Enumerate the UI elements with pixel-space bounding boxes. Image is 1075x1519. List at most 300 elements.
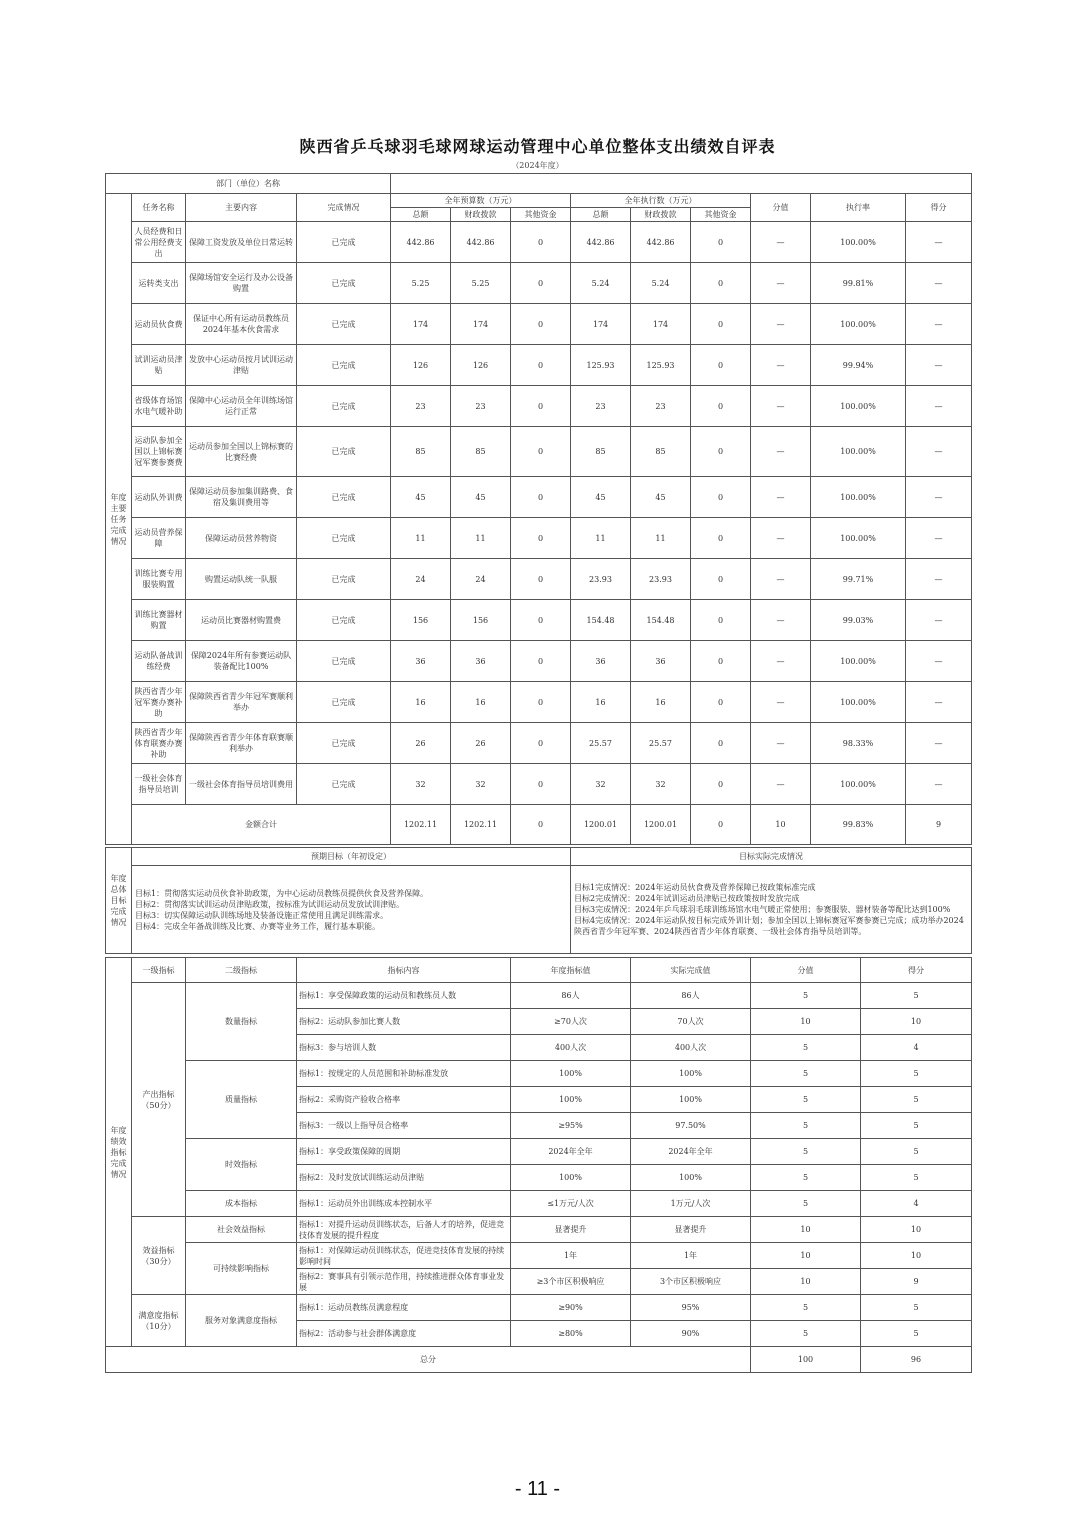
- indicator-content: 指标1：享受保障政策的运动员和教练员人数: [297, 983, 511, 1009]
- budget-other: 0: [511, 559, 571, 600]
- indicator-score: 5: [861, 983, 972, 1009]
- dept-row: [106, 174, 972, 194]
- exec-total: 45: [571, 477, 631, 518]
- expected-goals-text: [132, 866, 571, 954]
- page-number: - 11 -: [514, 1478, 561, 1500]
- dept-label: 部门（单位）名称: [106, 174, 391, 194]
- indicator-score: 4: [861, 1035, 972, 1061]
- header-exec-rate: 执行率: [811, 194, 906, 222]
- task-status: 已完成: [297, 345, 391, 386]
- indicator-score: 5: [861, 1061, 972, 1087]
- header-exec-other: 其他资金: [691, 208, 751, 222]
- task-content: 运动员参加全国以上锦标赛的比赛经费: [186, 427, 297, 477]
- task-content: 购置运动队统一队服: [186, 559, 297, 600]
- task-score: —: [906, 263, 972, 304]
- exec-total: 125.93: [571, 345, 631, 386]
- indicator-content: 指标1：对提升运动员训练状态，后备人才的培养，促进竞技体育发展的提升程度: [297, 1217, 511, 1243]
- total-score: 9: [906, 805, 972, 845]
- task-rate: 100.00%: [811, 427, 906, 477]
- indicator-row: [106, 1191, 972, 1217]
- indicator-content: 指标3：一级以上指导员合格率: [297, 1113, 511, 1139]
- task-name: 试训运动员津贴: [132, 345, 186, 386]
- grand-total-score: 96: [861, 1347, 972, 1373]
- total-label: 金额合计: [132, 805, 391, 845]
- total-b-other: 0: [511, 805, 571, 845]
- indicator-actual: 97.50%: [631, 1113, 751, 1139]
- indicator-score: 9: [861, 1269, 972, 1295]
- task-row: [106, 641, 972, 682]
- actual-goal: 目标2完成情况：2024年试训运动员津贴已按政策按时发放完成: [574, 894, 800, 903]
- indicator-weight: 5: [751, 1165, 861, 1191]
- exec-fiscal: 174: [631, 304, 691, 345]
- header-budget: 全年预算数（万元）: [391, 194, 571, 208]
- indicator-weight: 10: [751, 1217, 861, 1243]
- task-content: 保障场馆安全运行及办公设备购置: [186, 263, 297, 304]
- indicator-target: ≥3个市区积极响应: [511, 1269, 631, 1295]
- indicator-actual: 3个市区积极响应: [631, 1269, 751, 1295]
- task-status: 已完成: [297, 641, 391, 682]
- indicator-row: [106, 983, 972, 1009]
- indicator-level2: 数量指标: [186, 983, 297, 1061]
- task-row: [106, 559, 972, 600]
- budget-other: 0: [511, 641, 571, 682]
- indicator-score: 5: [861, 1321, 972, 1347]
- section-label-goals: 年度总体目标完成情况: [106, 848, 132, 954]
- indicator-content: 指标2：及时发放试训练运动员津贴: [297, 1165, 511, 1191]
- budget-total: 16: [391, 682, 451, 723]
- task-weight: —: [751, 345, 811, 386]
- header-weight: 分值: [751, 958, 861, 983]
- task-weight: —: [751, 518, 811, 559]
- header-level2: 二级指标: [186, 958, 297, 983]
- header-exec-fiscal: 财政拨款: [631, 208, 691, 222]
- indicators-table: [105, 957, 972, 1373]
- budget-fiscal: 45: [451, 477, 511, 518]
- indicator-actual: 显著提升: [631, 1217, 751, 1243]
- budget-total: 5.25: [391, 263, 451, 304]
- indicator-score: 5: [861, 1295, 972, 1321]
- task-weight: —: [751, 600, 811, 641]
- task-weight: —: [751, 682, 811, 723]
- indicator-score: 10: [861, 1243, 972, 1269]
- indicator-target: 1年: [511, 1243, 631, 1269]
- budget-fiscal: 174: [451, 304, 511, 345]
- exec-fiscal: 23.93: [631, 559, 691, 600]
- task-score: —: [906, 723, 972, 764]
- indicator-content: 指标1：运动员教练员满意程度: [297, 1295, 511, 1321]
- indicator-weight: 5: [751, 1295, 861, 1321]
- indicator-actual: 95%: [631, 1295, 751, 1321]
- task-score: —: [906, 600, 972, 641]
- task-content: 保障陕西省青少年体育联赛顺利举办: [186, 723, 297, 764]
- exec-total: 32: [571, 764, 631, 805]
- task-score: —: [906, 764, 972, 805]
- budget-other: 0: [511, 222, 571, 263]
- task-status: 已完成: [297, 723, 391, 764]
- indicator-actual: 400人次: [631, 1035, 751, 1061]
- actual-goal: 目标4完成情况：2024年运动队按目标完成外训计划；参加全国以上锦标赛冠军赛参赛已完成；成功举办2024陕西省青少年冠军赛、2024陕西省青少年体育联赛、一级社会体育指导员培训等。: [574, 916, 964, 936]
- task-rate: 100.00%: [811, 682, 906, 723]
- task-content: 保障中心运动员全年训练场馆运行正常: [186, 386, 297, 427]
- budget-other: 0: [511, 345, 571, 386]
- indicator-content: 指标1：对保障运动员训练状态，促进竞技体育发展的持续影响时间: [297, 1243, 511, 1269]
- task-score: —: [906, 477, 972, 518]
- task-rate: 100.00%: [811, 764, 906, 805]
- total-b-total: 1202.11: [391, 805, 451, 845]
- indicator-level2: 可持续影响指标: [186, 1243, 297, 1295]
- header-row-1: [106, 194, 972, 208]
- task-rate: 99.71%: [811, 559, 906, 600]
- task-score: —: [906, 386, 972, 427]
- budget-total: 26: [391, 723, 451, 764]
- indicator-target: 100%: [511, 1087, 631, 1113]
- indicator-row: [106, 1139, 972, 1165]
- task-content: 保证中心所有运动员教练员2024年基本伙食需求: [186, 304, 297, 345]
- exec-total: 442.86: [571, 222, 631, 263]
- budget-other: 0: [511, 600, 571, 641]
- task-content: 保障运动员参加集训路费、食宿及集训费用等: [186, 477, 297, 518]
- task-status: 已完成: [297, 427, 391, 477]
- actual-goals-text: [571, 866, 972, 954]
- task-status: 已完成: [297, 263, 391, 304]
- total-e-fiscal: 1200.01: [631, 805, 691, 845]
- header-content: 指标内容: [297, 958, 511, 983]
- task-score: —: [906, 641, 972, 682]
- expected-goal: 目标2：贯彻落实试训运动员津贴政策，按标准为试训运动员发放试训津贴。: [135, 899, 405, 909]
- header-level1: 一级指标: [132, 958, 186, 983]
- grand-total-label: 总分: [106, 1347, 751, 1373]
- total-e-other: 0: [691, 805, 751, 845]
- task-status: 已完成: [297, 600, 391, 641]
- task-rate: 99.81%: [811, 263, 906, 304]
- document-subtitle: （2024年度）: [511, 161, 564, 170]
- budget-fiscal: 23: [451, 386, 511, 427]
- exec-fiscal: 125.93: [631, 345, 691, 386]
- indicator-weight: 5: [751, 1087, 861, 1113]
- budget-total: 85: [391, 427, 451, 477]
- exec-other: 0: [691, 477, 751, 518]
- task-status: 已完成: [297, 559, 391, 600]
- expected-goal: 目标3：切实保障运动队训练场地及装备设施正常使用且满足训练需求。: [135, 910, 389, 920]
- dept-value: [391, 174, 972, 194]
- indicator-level2: 质量指标: [186, 1061, 297, 1139]
- budget-total: 45: [391, 477, 451, 518]
- indicator-actual: 100%: [631, 1165, 751, 1191]
- task-rate: 100.00%: [811, 518, 906, 559]
- indicator-level1: 产出指标（50分）: [132, 983, 186, 1217]
- indicator-target: ≥95%: [511, 1113, 631, 1139]
- budget-fiscal: 32: [451, 764, 511, 805]
- task-weight: —: [751, 427, 811, 477]
- indicator-actual: 100%: [631, 1087, 751, 1113]
- total-weight: 10: [751, 805, 811, 845]
- task-name: 运转类支出: [132, 263, 186, 304]
- indicator-row: [106, 1061, 972, 1087]
- task-content: 保障2024年所有参赛运动队装备配比100%: [186, 641, 297, 682]
- indicator-target: 86人: [511, 983, 631, 1009]
- total-b-fiscal: 1202.11: [451, 805, 511, 845]
- indicator-row: [106, 1243, 972, 1269]
- task-rate: 100.00%: [811, 641, 906, 682]
- budget-total: 23: [391, 386, 451, 427]
- task-status: 已完成: [297, 386, 391, 427]
- actual-goal: 目标3完成情况：2024年乒乓球羽毛球训练场馆水电气暖正常使用；参赛服装、器材装备等配比达到100%: [574, 905, 951, 914]
- indicator-actual: 1万元/人次: [631, 1191, 751, 1217]
- indicator-weight: 5: [751, 983, 861, 1009]
- indicator-target: 显著提升: [511, 1217, 631, 1243]
- exec-total: 85: [571, 427, 631, 477]
- grand-total-weight: 100: [751, 1347, 861, 1373]
- exec-other: 0: [691, 222, 751, 263]
- indicator-weight: 5: [751, 1035, 861, 1061]
- task-weight: —: [751, 559, 811, 600]
- task-status: 已完成: [297, 222, 391, 263]
- indicator-weight: 10: [751, 1269, 861, 1295]
- task-table: [105, 173, 972, 845]
- header-actual: 实际完成值: [631, 958, 751, 983]
- task-rate: 100.00%: [811, 477, 906, 518]
- task-status: 已完成: [297, 682, 391, 723]
- expected-goal: 目标1：贯彻落实运动员伙食补助政策，为中心运动员教练员提供伙食及营养保障。: [135, 888, 429, 898]
- indicator-content: 指标1：享受政策保障的周期: [297, 1139, 511, 1165]
- budget-fiscal: 85: [451, 427, 511, 477]
- budget-total: 11: [391, 518, 451, 559]
- exec-other: 0: [691, 559, 751, 600]
- budget-other: 0: [511, 477, 571, 518]
- budget-fiscal: 36: [451, 641, 511, 682]
- indicator-content: 指标2：活动参与社会群体满意度: [297, 1321, 511, 1347]
- total-rate: 99.83%: [811, 805, 906, 845]
- task-weight: —: [751, 263, 811, 304]
- indicator-target: 2024年全年: [511, 1139, 631, 1165]
- task-weight: —: [751, 222, 811, 263]
- task-row: [106, 386, 972, 427]
- task-row: [106, 723, 972, 764]
- task-row: [106, 427, 972, 477]
- goals-table: [105, 847, 972, 954]
- task-weight: —: [751, 477, 811, 518]
- section-label-indicators: 年度绩效指标完成情况: [106, 958, 132, 1347]
- exec-total: 36: [571, 641, 631, 682]
- indicator-weight: 5: [751, 1191, 861, 1217]
- indicator-target: ≤1万元/人次: [511, 1191, 631, 1217]
- exec-fiscal: 5.24: [631, 263, 691, 304]
- task-row: [106, 600, 972, 641]
- task-score: —: [906, 427, 972, 477]
- indicator-target: ≥80%: [511, 1321, 631, 1347]
- task-weight: —: [751, 386, 811, 427]
- indicator-content: 指标3：参与培训人数: [297, 1035, 511, 1061]
- task-name: 人员经费和日常公用经费支出: [132, 222, 186, 263]
- task-name: 运动员伙食费: [132, 304, 186, 345]
- task-row: [106, 518, 972, 559]
- indicator-header-row: [106, 958, 972, 983]
- indicator-score: 5: [861, 1113, 972, 1139]
- indicator-target: ≥90%: [511, 1295, 631, 1321]
- task-rate: 98.33%: [811, 723, 906, 764]
- exec-other: 0: [691, 641, 751, 682]
- indicator-target: 400人次: [511, 1035, 631, 1061]
- task-row: [106, 345, 972, 386]
- indicator-score: 10: [861, 1009, 972, 1035]
- indicator-weight: 5: [751, 1139, 861, 1165]
- task-name: 运动队参加全国以上锦标赛冠军赛参赛费: [132, 427, 186, 477]
- header-indicator-score: 得分: [861, 958, 972, 983]
- indicator-actual: 1年: [631, 1243, 751, 1269]
- task-rate: 99.03%: [811, 600, 906, 641]
- exec-total: 154.48: [571, 600, 631, 641]
- budget-fiscal: 24: [451, 559, 511, 600]
- budget-fiscal: 11: [451, 518, 511, 559]
- document-title: 陕西省乒乓球羽毛球网球运动管理中心单位整体支出绩效自评表: [299, 137, 776, 156]
- task-rate: 100.00%: [811, 222, 906, 263]
- header-score-value: 分值: [751, 194, 811, 222]
- task-row: [106, 304, 972, 345]
- exec-total: 23.93: [571, 559, 631, 600]
- task-score: —: [906, 304, 972, 345]
- task-name: 训练比赛专用服装购置: [132, 559, 186, 600]
- exec-fiscal: 11: [631, 518, 691, 559]
- indicator-content: 指标2：赛事具有引领示范作用，持续推进群众体育事业发展: [297, 1269, 511, 1295]
- task-weight: —: [751, 723, 811, 764]
- budget-fiscal: 126: [451, 345, 511, 386]
- budget-fiscal: 156: [451, 600, 511, 641]
- grand-total-row: [106, 1347, 972, 1373]
- indicator-weight: 5: [751, 1061, 861, 1087]
- indicator-actual: 2024年全年: [631, 1139, 751, 1165]
- task-name: 运动队备战训练经费: [132, 641, 186, 682]
- budget-other: 0: [511, 427, 571, 477]
- task-score: —: [906, 222, 972, 263]
- indicator-level1: 效益指标（30分）: [132, 1217, 186, 1295]
- header-exec-total: 总额: [571, 208, 631, 222]
- header-target: 年度指标值: [511, 958, 631, 983]
- indicator-level2: 成本指标: [186, 1191, 297, 1217]
- indicator-target: 100%: [511, 1061, 631, 1087]
- exec-fiscal: 45: [631, 477, 691, 518]
- budget-fiscal: 16: [451, 682, 511, 723]
- budget-fiscal: 26: [451, 723, 511, 764]
- task-content: 发放中心运动员按月试训运动津贴: [186, 345, 297, 386]
- exec-other: 0: [691, 682, 751, 723]
- budget-total: 24: [391, 559, 451, 600]
- task-score: —: [906, 559, 972, 600]
- header-task-name: 任务名称: [132, 194, 186, 222]
- exec-other: 0: [691, 345, 751, 386]
- budget-total: 36: [391, 641, 451, 682]
- indicator-actual: 90%: [631, 1321, 751, 1347]
- indicator-row: [106, 1295, 972, 1321]
- task-content: 保障陕西省青少年冠军赛顺利举办: [186, 682, 297, 723]
- exec-fiscal: 442.86: [631, 222, 691, 263]
- task-score: —: [906, 518, 972, 559]
- header-budget-fiscal: 财政拨款: [451, 208, 511, 222]
- indicator-weight: 10: [751, 1243, 861, 1269]
- indicator-actual: 86人: [631, 983, 751, 1009]
- indicator-content: 指标2：运动队参加比赛人数: [297, 1009, 511, 1035]
- indicator-content: 指标1：运动员外出训练成本控制水平: [297, 1191, 511, 1217]
- exec-fiscal: 85: [631, 427, 691, 477]
- exec-fiscal: 25.57: [631, 723, 691, 764]
- exec-fiscal: 154.48: [631, 600, 691, 641]
- indicator-target: ≥70人次: [511, 1009, 631, 1035]
- budget-other: 0: [511, 263, 571, 304]
- indicator-level1: 满意度指标（10分）: [132, 1295, 186, 1347]
- task-name: 省级体育场馆水电气暖补助: [132, 386, 186, 427]
- task-content: 一级社会体育指导员培训费用: [186, 764, 297, 805]
- indicator-actual: 70人次: [631, 1009, 751, 1035]
- exec-other: 0: [691, 304, 751, 345]
- actual-goal: 目标1完成情况：2024年运动员伙食费及营养保障已按政策标准完成: [574, 883, 816, 892]
- indicator-content: 指标1：按规定的人员范围和补助标准发放: [297, 1061, 511, 1087]
- task-content: 保障工资发放及单位日常运转: [186, 222, 297, 263]
- exec-total: 25.57: [571, 723, 631, 764]
- expected-goal: 目标4：完成全年备战训练及比赛、办赛等业务工作，履行基本职能。: [135, 921, 381, 931]
- exec-total: 5.24: [571, 263, 631, 304]
- exec-fiscal: 16: [631, 682, 691, 723]
- indicator-score: 4: [861, 1191, 972, 1217]
- exec-other: 0: [691, 723, 751, 764]
- exec-other: 0: [691, 764, 751, 805]
- task-rate: 99.94%: [811, 345, 906, 386]
- task-name: 运动队外训费: [132, 477, 186, 518]
- task-name: 运动员营养保障: [132, 518, 186, 559]
- budget-other: 0: [511, 304, 571, 345]
- section-label-tasks: 年度主要任务完成情况: [106, 194, 132, 845]
- indicator-target: 100%: [511, 1165, 631, 1191]
- indicator-weight: 5: [751, 1321, 861, 1347]
- budget-other: 0: [511, 386, 571, 427]
- header-main-content: 主要内容: [186, 194, 297, 222]
- budget-total: 126: [391, 345, 451, 386]
- task-name: 陕西省青少年冠军赛办赛补助: [132, 682, 186, 723]
- task-content: 保障运动员营养物资: [186, 518, 297, 559]
- exec-total: 23: [571, 386, 631, 427]
- exec-other: 0: [691, 427, 751, 477]
- indicator-level2: 社会效益指标: [186, 1217, 297, 1243]
- task-status: 已完成: [297, 477, 391, 518]
- indicator-weight: 5: [751, 1113, 861, 1139]
- indicator-actual: 100%: [631, 1061, 751, 1087]
- task-row: [106, 477, 972, 518]
- exec-total: 16: [571, 682, 631, 723]
- exec-other: 0: [691, 263, 751, 304]
- expected-goals-header: 预期目标（年初设定）: [132, 848, 571, 866]
- actual-goals-header: 目标实际完成情况: [571, 848, 972, 866]
- budget-other: 0: [511, 723, 571, 764]
- budget-fiscal: 442.86: [451, 222, 511, 263]
- indicator-level2: 服务对象满意度指标: [186, 1295, 297, 1347]
- exec-total: 11: [571, 518, 631, 559]
- indicator-score: 10: [861, 1217, 972, 1243]
- budget-total: 442.86: [391, 222, 451, 263]
- budget-fiscal: 5.25: [451, 263, 511, 304]
- task-content: 运动员比赛器材购置费: [186, 600, 297, 641]
- budget-other: 0: [511, 682, 571, 723]
- budget-other: 0: [511, 764, 571, 805]
- task-name: 一级社会体育指导员培训: [132, 764, 186, 805]
- total-row: [106, 805, 972, 845]
- indicator-row: [106, 1217, 972, 1243]
- budget-total: 156: [391, 600, 451, 641]
- exec-total: 174: [571, 304, 631, 345]
- task-row: [106, 263, 972, 304]
- header-budget-other: 其他资金: [511, 208, 571, 222]
- exec-fiscal: 36: [631, 641, 691, 682]
- budget-total: 174: [391, 304, 451, 345]
- header-executed: 全年执行数（万元）: [571, 194, 751, 208]
- task-weight: —: [751, 304, 811, 345]
